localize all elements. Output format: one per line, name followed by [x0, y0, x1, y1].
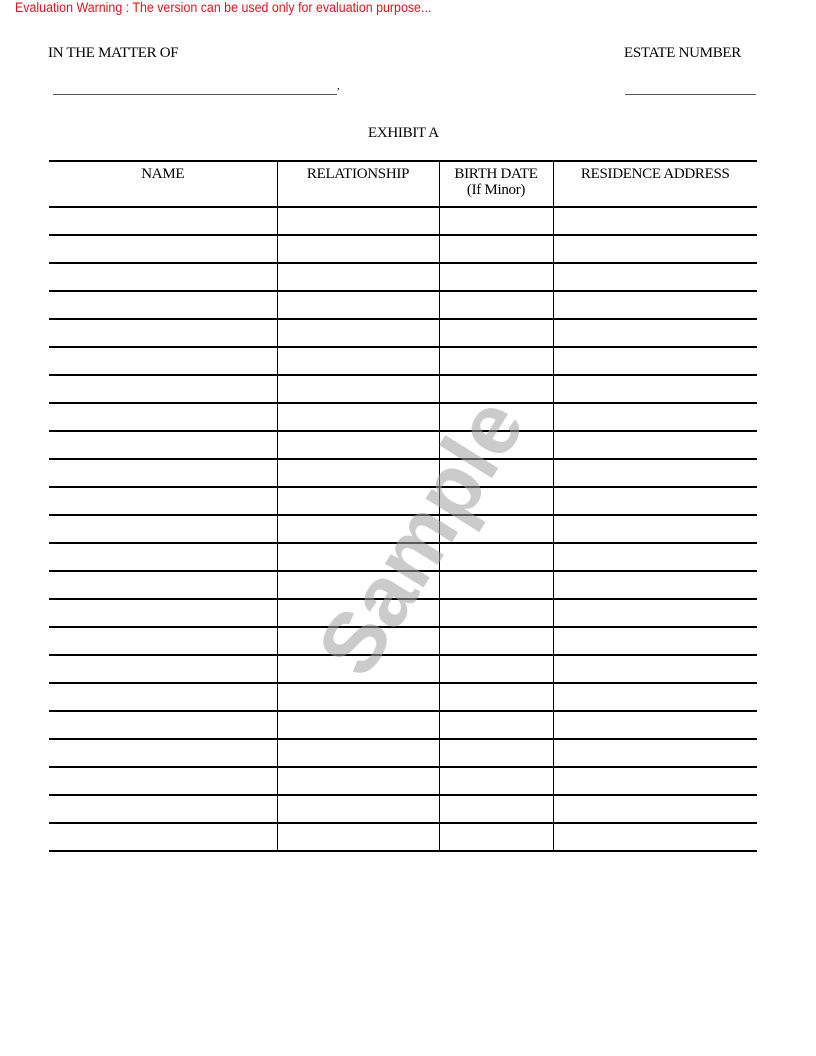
birth-date-cell[interactable] — [439, 487, 553, 515]
birth-date-cell[interactable] — [439, 823, 553, 851]
relationship-cell[interactable] — [277, 207, 439, 235]
relationship-cell[interactable] — [277, 319, 439, 347]
relationship-cell[interactable] — [277, 347, 439, 375]
table-row — [49, 599, 757, 627]
name-cell[interactable] — [49, 487, 277, 515]
relationship-cell[interactable] — [277, 403, 439, 431]
name-cell[interactable] — [49, 627, 277, 655]
birth-date-cell[interactable] — [439, 739, 553, 767]
column-label: RESIDENCE ADDRESS — [580, 166, 730, 182]
name-cell[interactable] — [49, 291, 277, 319]
name-cell[interactable] — [49, 599, 277, 627]
name-cell[interactable] — [49, 767, 277, 795]
birth-date-cell[interactable] — [439, 291, 553, 319]
name-cell[interactable] — [49, 431, 277, 459]
residence-address-cell[interactable] — [553, 823, 757, 851]
birth-date-cell[interactable] — [439, 515, 553, 543]
column-header-name — [49, 161, 277, 207]
name-cell[interactable] — [49, 403, 277, 431]
relationship-cell[interactable] — [277, 515, 439, 543]
name-cell[interactable] — [49, 795, 277, 823]
birth-date-cell[interactable] — [439, 767, 553, 795]
table-row — [49, 739, 757, 767]
name-cell[interactable] — [49, 823, 277, 851]
residence-address-cell[interactable] — [553, 627, 757, 655]
table-row — [49, 683, 757, 711]
table-row — [49, 375, 757, 403]
name-cell[interactable] — [49, 207, 277, 235]
residence-address-cell[interactable] — [553, 739, 757, 767]
birth-date-cell[interactable] — [439, 263, 553, 291]
name-cell[interactable] — [49, 319, 277, 347]
name-cell[interactable] — [49, 711, 277, 739]
name-cell[interactable] — [49, 543, 277, 571]
matter-name-blank[interactable] — [53, 94, 337, 95]
birth-date-cell[interactable] — [439, 459, 553, 487]
birth-date-cell[interactable] — [439, 543, 553, 571]
birth-date-cell[interactable] — [439, 235, 553, 263]
column-label: RELATIONSHIP — [306, 166, 410, 182]
exhibit-table — [49, 160, 757, 852]
matter-label: IN THE MATTER OF — [48, 45, 179, 61]
column-sublabel: (If Minor) — [466, 182, 526, 198]
table-row — [49, 823, 757, 851]
column-header-birth-date — [439, 161, 553, 207]
relationship-cell[interactable] — [277, 599, 439, 627]
birth-date-cell[interactable] — [439, 599, 553, 627]
birth-date-cell[interactable] — [439, 431, 553, 459]
name-cell[interactable] — [49, 683, 277, 711]
name-cell[interactable] — [49, 235, 277, 263]
relationship-cell[interactable] — [277, 739, 439, 767]
relationship-cell[interactable] — [277, 711, 439, 739]
relationship-cell[interactable] — [277, 235, 439, 263]
residence-address-cell[interactable] — [553, 263, 757, 291]
residence-address-cell[interactable] — [553, 683, 757, 711]
residence-address-cell[interactable] — [553, 291, 757, 319]
residence-address-cell[interactable] — [553, 235, 757, 263]
table-row — [49, 795, 757, 823]
column-header-relationship — [277, 161, 439, 207]
birth-date-cell[interactable] — [439, 795, 553, 823]
residence-address-cell[interactable] — [553, 515, 757, 543]
relationship-cell[interactable] — [277, 487, 439, 515]
name-cell[interactable] — [49, 739, 277, 767]
table-row — [49, 291, 757, 319]
table-row — [49, 347, 757, 375]
residence-address-cell[interactable] — [553, 795, 757, 823]
table-row — [49, 207, 757, 235]
residence-address-cell[interactable] — [553, 655, 757, 683]
name-cell[interactable] — [49, 655, 277, 683]
table-row — [49, 515, 757, 543]
name-cell[interactable] — [49, 347, 277, 375]
matter-comma: , — [337, 80, 340, 92]
name-cell[interactable] — [49, 571, 277, 599]
table-row — [49, 263, 757, 291]
birth-date-cell[interactable] — [439, 347, 553, 375]
name-cell[interactable] — [49, 459, 277, 487]
residence-address-cell[interactable] — [553, 599, 757, 627]
sample-watermark: Sample — [299, 381, 543, 692]
relationship-cell[interactable] — [277, 543, 439, 571]
exhibit-title: EXHIBIT A — [368, 125, 439, 141]
birth-date-cell[interactable] — [439, 403, 553, 431]
residence-address-cell[interactable] — [553, 375, 757, 403]
residence-address-cell[interactable] — [553, 571, 757, 599]
estate-number-label: ESTATE NUMBER — [624, 45, 741, 61]
birth-date-cell[interactable] — [439, 627, 553, 655]
residence-address-cell[interactable] — [553, 431, 757, 459]
relationship-cell[interactable] — [277, 571, 439, 599]
birth-date-cell[interactable] — [439, 319, 553, 347]
residence-address-cell[interactable] — [553, 347, 757, 375]
name-cell[interactable] — [49, 375, 277, 403]
relationship-cell[interactable] — [277, 767, 439, 795]
residence-address-cell[interactable] — [553, 403, 757, 431]
birth-date-cell[interactable] — [439, 655, 553, 683]
residence-address-cell[interactable] — [553, 767, 757, 795]
relationship-cell[interactable] — [277, 823, 439, 851]
table-row — [49, 235, 757, 263]
relationship-cell[interactable] — [277, 627, 439, 655]
column-header-residence-address — [553, 161, 757, 207]
relationship-cell[interactable] — [277, 263, 439, 291]
residence-address-cell[interactable] — [553, 459, 757, 487]
relationship-cell[interactable] — [277, 459, 439, 487]
birth-date-cell[interactable] — [439, 571, 553, 599]
relationship-cell[interactable] — [277, 683, 439, 711]
relationship-cell[interactable] — [277, 431, 439, 459]
residence-address-cell[interactable] — [553, 487, 757, 515]
table-header-row — [49, 161, 757, 207]
evaluation-warning: Evaluation Warning : The version can be used only for evaluation purpose... — [15, 0, 432, 15]
residence-address-cell[interactable] — [553, 319, 757, 347]
birth-date-cell[interactable] — [439, 207, 553, 235]
name-cell[interactable] — [49, 263, 277, 291]
table-row — [49, 767, 757, 795]
column-label: NAME — [141, 166, 185, 182]
column-label: BIRTH DATE — [454, 166, 538, 182]
relationship-cell[interactable] — [277, 795, 439, 823]
table-row — [49, 403, 757, 431]
table-row — [49, 627, 757, 655]
table-row — [49, 543, 757, 571]
name-cell[interactable] — [49, 515, 277, 543]
relationship-cell[interactable] — [277, 375, 439, 403]
relationship-cell[interactable] — [277, 291, 439, 319]
table-row — [49, 711, 757, 739]
birth-date-cell[interactable] — [439, 711, 553, 739]
table-row — [49, 459, 757, 487]
birth-date-cell[interactable] — [439, 375, 553, 403]
table-row — [49, 431, 757, 459]
residence-address-cell[interactable] — [553, 543, 757, 571]
table-row — [49, 655, 757, 683]
birth-date-cell[interactable] — [439, 683, 553, 711]
residence-address-cell[interactable] — [553, 207, 757, 235]
estate-number-blank[interactable] — [625, 94, 756, 95]
table-row — [49, 571, 757, 599]
residence-address-cell[interactable] — [553, 711, 757, 739]
table-row — [49, 487, 757, 515]
relationship-cell[interactable] — [277, 655, 439, 683]
table-row — [49, 319, 757, 347]
